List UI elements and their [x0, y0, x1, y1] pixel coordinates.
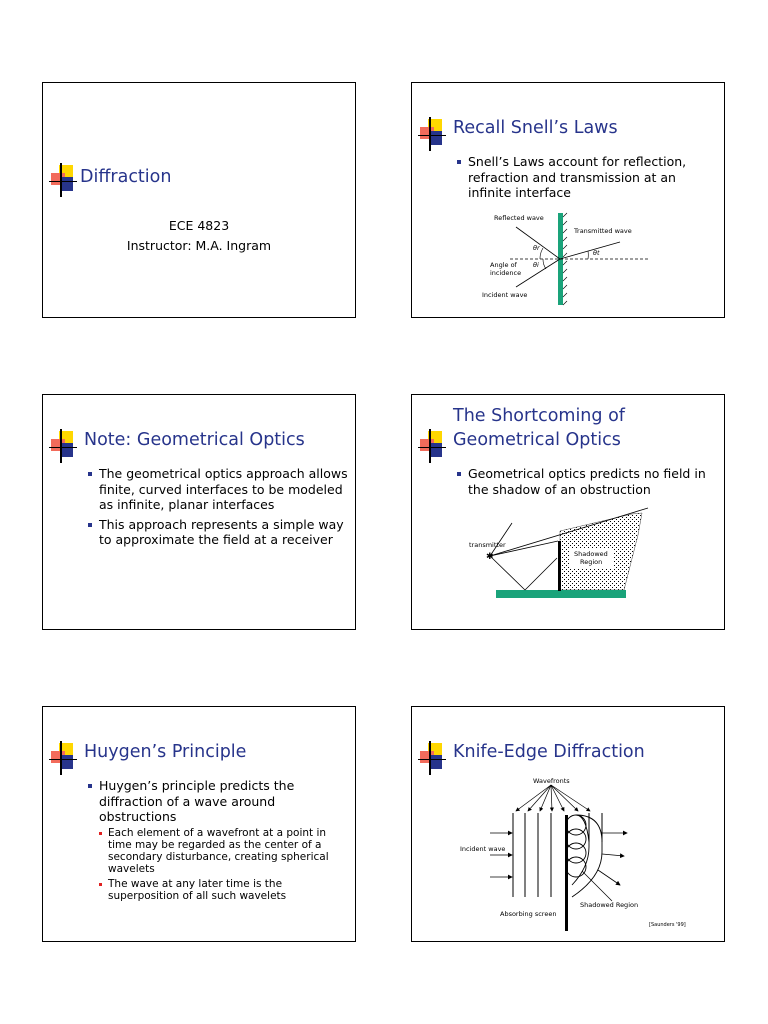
slide-geometrical-optics-shortcoming	[411, 394, 725, 630]
slide-title: Note: Geometrical Optics	[84, 430, 305, 450]
slide-logo-icon	[51, 743, 77, 775]
citation-label: [Saunders '99]	[649, 922, 686, 928]
slide-logo-icon	[51, 165, 77, 197]
slide-title-line1: The Shortcoming of	[453, 406, 625, 426]
sub-bullet-item: The wave at any later time is the superposition of all such wavelets	[99, 878, 343, 902]
shadowed-label-line2: Region	[580, 558, 603, 566]
slide-huygens-principle	[42, 706, 356, 942]
incident-wave-label: Incident wave	[460, 845, 506, 853]
slide-knife-edge-diffraction	[411, 706, 725, 942]
slide-title: Diffraction	[80, 167, 172, 187]
slide-title: Huygen’s Principle	[84, 742, 247, 762]
bullet-list	[88, 466, 348, 552]
bullet-item	[88, 778, 343, 902]
bullet-item: Snell’s Laws account for reflection, refraction and transmission at an infinite interface	[457, 154, 712, 201]
shadow-diagram	[412, 395, 724, 629]
transmitter-label: transmitter	[469, 541, 506, 549]
slide-geometrical-optics-note	[42, 394, 356, 630]
angle-label-line1: Angle of	[490, 261, 517, 269]
absorbing-screen-label: Absorbing screen	[500, 910, 557, 918]
slide-title-line2: Geometrical Optics	[453, 430, 621, 450]
slide-snells-laws	[411, 82, 725, 318]
bullet-list	[88, 778, 343, 906]
shadowed-region-label: Shadowed Region	[580, 901, 639, 909]
snells-law-diagram	[412, 83, 724, 317]
wavefront-pointer-arrows	[516, 785, 590, 811]
slide-logo-icon	[51, 431, 77, 463]
course-code: ECE 4823	[168, 218, 230, 233]
bullet-item: The geometrical optics approach allows finite, curved interfaces to be modeled as infinite, planar interfaces	[88, 466, 348, 513]
theta-t-label: θt	[593, 249, 600, 257]
wavelets	[566, 815, 602, 897]
theta-i-label: θi	[533, 261, 539, 269]
reflected-wave-label: Reflected wave	[494, 214, 544, 222]
transmitted-wave-label: Transmitted wave	[574, 227, 632, 235]
obstruction	[558, 541, 561, 591]
transmitted-ray	[560, 242, 620, 259]
bullet-item: Geometrical optics predicts no field in the shadow of an obstruction	[457, 466, 717, 497]
incident-wave-label: Incident wave	[482, 291, 528, 299]
knife-edge-diagram	[412, 707, 724, 941]
transmitter-icon: ✱	[486, 552, 494, 562]
bullet-text: Huygen’s principle predicts the diffraction of a wave around obstructions	[99, 778, 295, 824]
reflected-ray	[516, 227, 560, 259]
slide-title: Recall Snell’s Laws	[453, 118, 618, 138]
slide-title: Knife-Edge Diffraction	[453, 742, 645, 762]
shadowed-label-line1: Shadowed	[574, 550, 608, 558]
angle-label-line2: incidence	[490, 269, 522, 277]
incident-arrows	[490, 833, 627, 885]
sub-bullet-list	[99, 827, 343, 902]
wavefronts-label: Wavefronts	[533, 777, 570, 785]
ground-plane	[496, 590, 626, 598]
slide-diffraction	[42, 82, 356, 318]
instructor-name: Instructor: M.A. Ingram	[126, 238, 272, 253]
sub-bullet-item: Each element of a wavefront at a point in time may be regarded as the center of a secondary disturbance, creating spherical wavelets	[99, 827, 343, 875]
theta-r-label: θr	[533, 244, 540, 252]
bullet-item: This approach represents a simple way to approximate the field at a receiver	[88, 517, 348, 548]
